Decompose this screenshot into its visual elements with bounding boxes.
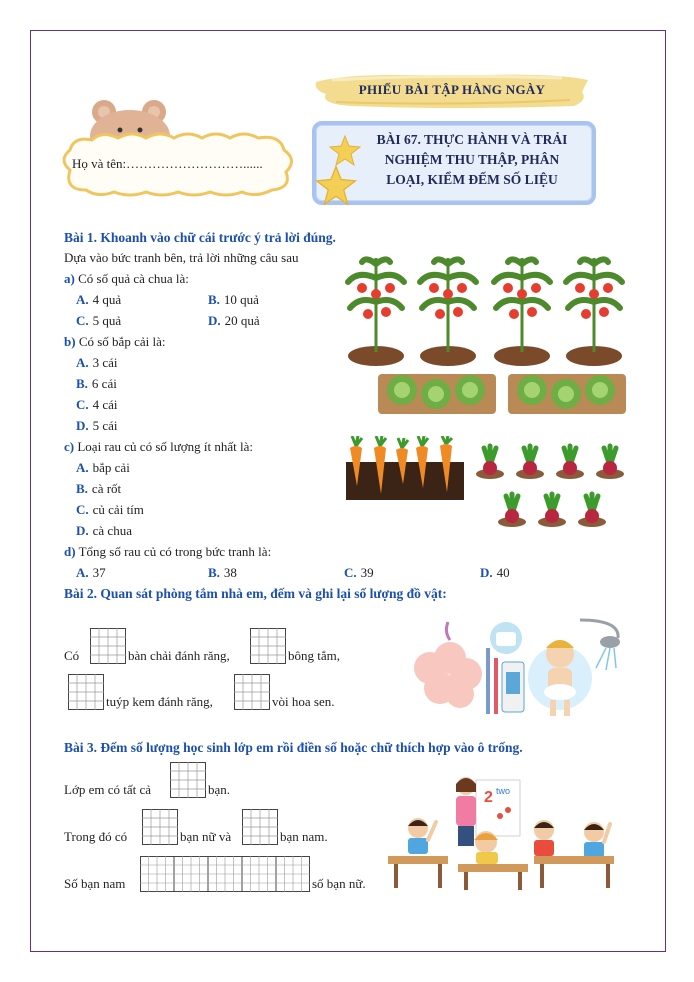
- purple-radishes-picture: [472, 438, 630, 530]
- question-c: c) Loại rau củ có số lượng ít nhất là:: [64, 439, 254, 454]
- ban-nam-label: bạn nam.: [280, 829, 328, 844]
- question-a: a) Có số quả cà chua là:: [64, 271, 189, 286]
- desk-icon: [458, 864, 528, 890]
- bai2-title: Bài 2. Quan sát phòng tắm nhà em, đếm và ghi lại số lượng đồ vật:: [64, 586, 447, 601]
- teacher-icon: [456, 777, 476, 846]
- option-d-A[interactable]: A. 37: [76, 565, 106, 580]
- tomato-plant-icon: [348, 258, 404, 366]
- cabbage-beds-picture: [376, 368, 630, 418]
- answer-grid-box[interactable]: [242, 809, 278, 845]
- radish-icon: [596, 446, 624, 479]
- student-icon: [474, 831, 498, 864]
- toothpaste-label: tuýp kem đánh răng,: [106, 694, 213, 709]
- cabbage-icon: [387, 375, 417, 405]
- question-d: d) Tổng số rau củ có trong bức tranh là:: [64, 544, 272, 559]
- radish-icon: [476, 446, 504, 479]
- option-d-C[interactable]: C. 39: [344, 565, 374, 580]
- option-d-B[interactable]: B. 38: [208, 565, 237, 580]
- bai3-title: Bài 3. Đếm số lượng học sinh lớp em rồi điền số hoặc chữ thích hợp vào ô trống.: [64, 740, 523, 755]
- bathroom-picture: [410, 618, 626, 720]
- cabbage-icon: [421, 379, 451, 409]
- option-a-C[interactable]: C. 5 quả: [76, 313, 122, 328]
- option-b-D[interactable]: D. 5 cái: [76, 418, 118, 433]
- lesson-line: LOẠI, KIỂM ĐẾM SỐ LIỆU: [386, 172, 558, 187]
- question-b: b) Có số bắp cải là:: [64, 334, 166, 349]
- answer-grid-box[interactable]: [170, 762, 206, 798]
- desk-icon: [388, 856, 448, 888]
- cabbage-icon: [455, 375, 485, 405]
- student-icon: [408, 818, 436, 854]
- star-icon: [314, 164, 358, 208]
- tomato-plants-picture: [338, 248, 632, 368]
- class-total-label: Lớp em có tất cả: [64, 782, 152, 797]
- option-c-B[interactable]: B. cà rốt: [76, 481, 122, 496]
- desk-icon: [534, 856, 614, 888]
- classroom-picture: [384, 772, 618, 892]
- option-c-D[interactable]: D. cà chua: [76, 523, 132, 538]
- cabbage-icon: [551, 379, 581, 409]
- answer-grid-box[interactable]: [68, 674, 104, 710]
- board-text: two: [496, 786, 511, 796]
- option-b-A[interactable]: A. 3 cái: [76, 355, 118, 370]
- lesson-line: BÀI 67. THỰC HÀNH VÀ TRẢI: [376, 132, 568, 147]
- option-a-B[interactable]: B. 10 quả: [208, 292, 259, 307]
- tomato-plant-icon: [420, 258, 476, 366]
- ban-nu-label: bạn nữ và: [180, 829, 232, 844]
- carrots-picture: [346, 436, 464, 500]
- answer-grid-box[interactable]: [142, 809, 178, 845]
- trong-do-co-label: Trong đó có: [64, 829, 128, 844]
- option-c-C[interactable]: C. củ cải tím: [76, 502, 144, 517]
- answer-grid-box[interactable]: [250, 628, 286, 664]
- so-ban-nu-label: số bạn nữ.: [312, 876, 366, 891]
- answer-grid-box[interactable]: [90, 628, 126, 664]
- student-icon: [584, 822, 610, 858]
- lesson-line: NGHIỆM THU THẬP, PHÂN: [384, 152, 560, 167]
- tomato-plant-icon: [566, 258, 622, 366]
- bai1-intro: Dựa vào bức tranh bên, trả lời những câu sau: [64, 250, 299, 265]
- toothbrush-label: bàn chải đánh răng,: [128, 648, 230, 663]
- radish-icon: [538, 494, 566, 527]
- bath-sponge-label: bông tắm,: [288, 648, 340, 663]
- option-b-B[interactable]: B. 6 cái: [76, 376, 117, 391]
- radish-icon: [556, 446, 584, 479]
- option-b-C[interactable]: C. 4 cái: [76, 397, 118, 412]
- bai1-title: Bài 1. Khoanh vào chữ cái trước ý trả lời đúng.: [64, 230, 336, 245]
- radish-icon: [516, 446, 544, 479]
- banner-title: PHIẾU BÀI TẬP HÀNG NGÀY: [358, 82, 546, 97]
- child-bathing-icon: [528, 640, 592, 716]
- lesson-title: [354, 130, 590, 190]
- student-icon: [534, 820, 554, 856]
- option-c-A[interactable]: A. bắp cải: [76, 460, 130, 475]
- name-label: Họ và tên:………………………......: [72, 156, 263, 171]
- answer-grid-box[interactable]: [234, 674, 270, 710]
- option-a-D[interactable]: D. 20 quả: [208, 313, 260, 328]
- toothpaste-icon: [502, 662, 524, 712]
- option-d-D[interactable]: D. 40: [480, 565, 510, 580]
- co-label: Có: [64, 648, 80, 663]
- shower-label: vòi hoa sen.: [272, 694, 335, 709]
- whiteboard-icon: [476, 780, 520, 836]
- bath-sponge-icon: [414, 622, 482, 708]
- radish-icon: [498, 494, 526, 527]
- cabbage-icon: [517, 375, 547, 405]
- option-a-A[interactable]: A. 4 quả: [76, 292, 122, 307]
- svg-text:2: 2: [484, 789, 493, 806]
- ban-label: bạn.: [208, 782, 231, 797]
- cabbage-icon: [585, 375, 615, 405]
- so-ban-nam-label: Số bạn nam: [64, 876, 126, 891]
- comparison-answer-grid[interactable]: [140, 856, 310, 892]
- tomato-plant-icon: [494, 258, 550, 366]
- radish-icon: [578, 494, 606, 527]
